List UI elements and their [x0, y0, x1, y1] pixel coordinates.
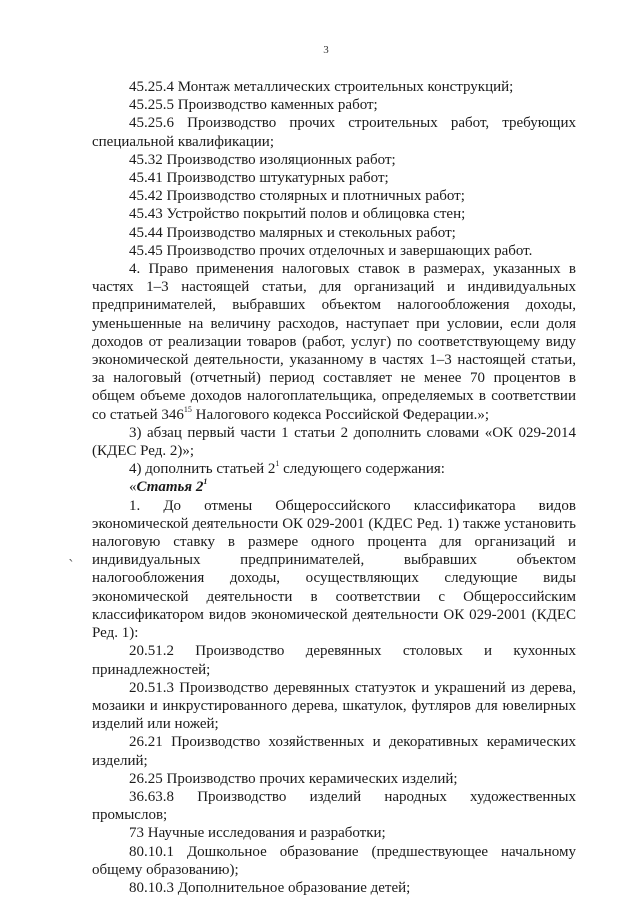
paragraph: 45.25.4 Монтаж металлических строительных конструкций; [129, 79, 514, 95]
superscript: 1 [203, 477, 208, 487]
paragraph-text: 4. Право применения налоговых ставок в размерах, указанных в частях 1–3 настоящей статьи, для организаций и индивидуальных предпринимателей, выбравших объектом налогообложения доходы, уменьшенные на величину расходов, наступает при условии, если доля доходов от реализации товаров (работ, услуг) по соответствующему виду экономической деятельности, указанному в частях 1–3 настоящей статьи, за налоговый (отчетный) период составляет не менее 70 процентов в общем объеме доходов налогоплательщика, определяемых в соответствии со статьей 346 [92, 261, 576, 423]
paragraph: 45.32 Производство изоляционных работ; [129, 151, 396, 168]
paragraph: 80.10.1 Дошкольное образование (предшествующее начальному общему образованию); [92, 843, 576, 878]
paragraph: 73 Научные исследования и разработки; [129, 825, 386, 842]
document-body [92, 78, 576, 897]
paragraph: 45.43 Устройство покрытий полов и облицовка стен; [129, 206, 466, 223]
opening-quote: « [129, 479, 137, 496]
paragraph: 26.21 Производство хозяйственных и декоративных керамических изделий; [92, 734, 576, 769]
paragraph: 1. До отмены Общероссийского классификатора видов экономической деятельности ОК 029-2001 (КДЕС Ред. 1) также установить налоговую ставку в размере одного процента для организаций и индивидуальных предпринимателей, выбравших объектом налогообложения доходы, осуществляющих следующие виды экономической деятельности в соответствии с Общероссийским классификатором видов экономической деятельности ОК 029-2001 (КДЕС Ред. 1): [92, 497, 576, 642]
paragraph: 45.25.6 Производство прочих строительных работ, требующих специальной квалификации; [92, 115, 576, 150]
article-title: Статья 2 [136, 479, 204, 496]
paragraph [92, 260, 576, 424]
paragraph: 3) абзац первый части 1 статьи 2 дополнить словами «ОК 029-2014 (КДЕС Ред. 2)»; [92, 424, 576, 460]
paragraph: 45.25.5 Производство каменных работ; [129, 97, 378, 114]
article-heading [92, 478, 576, 496]
paragraph [92, 460, 576, 478]
paragraph-text: Налогового кодекса Российской Федерации.»; [191, 406, 490, 423]
paragraph: 80.10.3 Дополнительное образование детей; [129, 879, 411, 896]
margin-mark: ˎ [68, 546, 75, 562]
paragraph-text: следующего содержания: [279, 461, 445, 478]
paragraph: 45.45 Производство прочих отделочных и завершающих работ. [129, 242, 533, 259]
paragraph: 45.41 Производство штукатурных работ; [129, 170, 389, 187]
superscript: 1 [275, 459, 280, 469]
paragraph: 20.51.3 Производство деревянных статуэток и украшений из дерева, мозаики и инкрустированного дерева, шкатулок, футляров для ювелирных изделий или ножей; [92, 679, 576, 733]
paragraph: 20.51.2 Производство деревянных столовых и кухонных принадлежностей; [92, 643, 576, 678]
paragraph: 45.44 Производство малярных и стекольных работ; [129, 224, 456, 241]
paragraph: 36.63.8 Производство изделий народных художественных промыслов; [92, 788, 576, 824]
page-number: 3 [323, 44, 329, 56]
paragraph: 45.42 Производство столярных и плотничных работ; [129, 188, 465, 205]
paragraph: 26.25 Производство прочих керамических изделий; [129, 770, 458, 787]
superscript: 15 [183, 404, 192, 414]
paragraph-text: 4) дополнить статьей 2 [129, 461, 276, 478]
